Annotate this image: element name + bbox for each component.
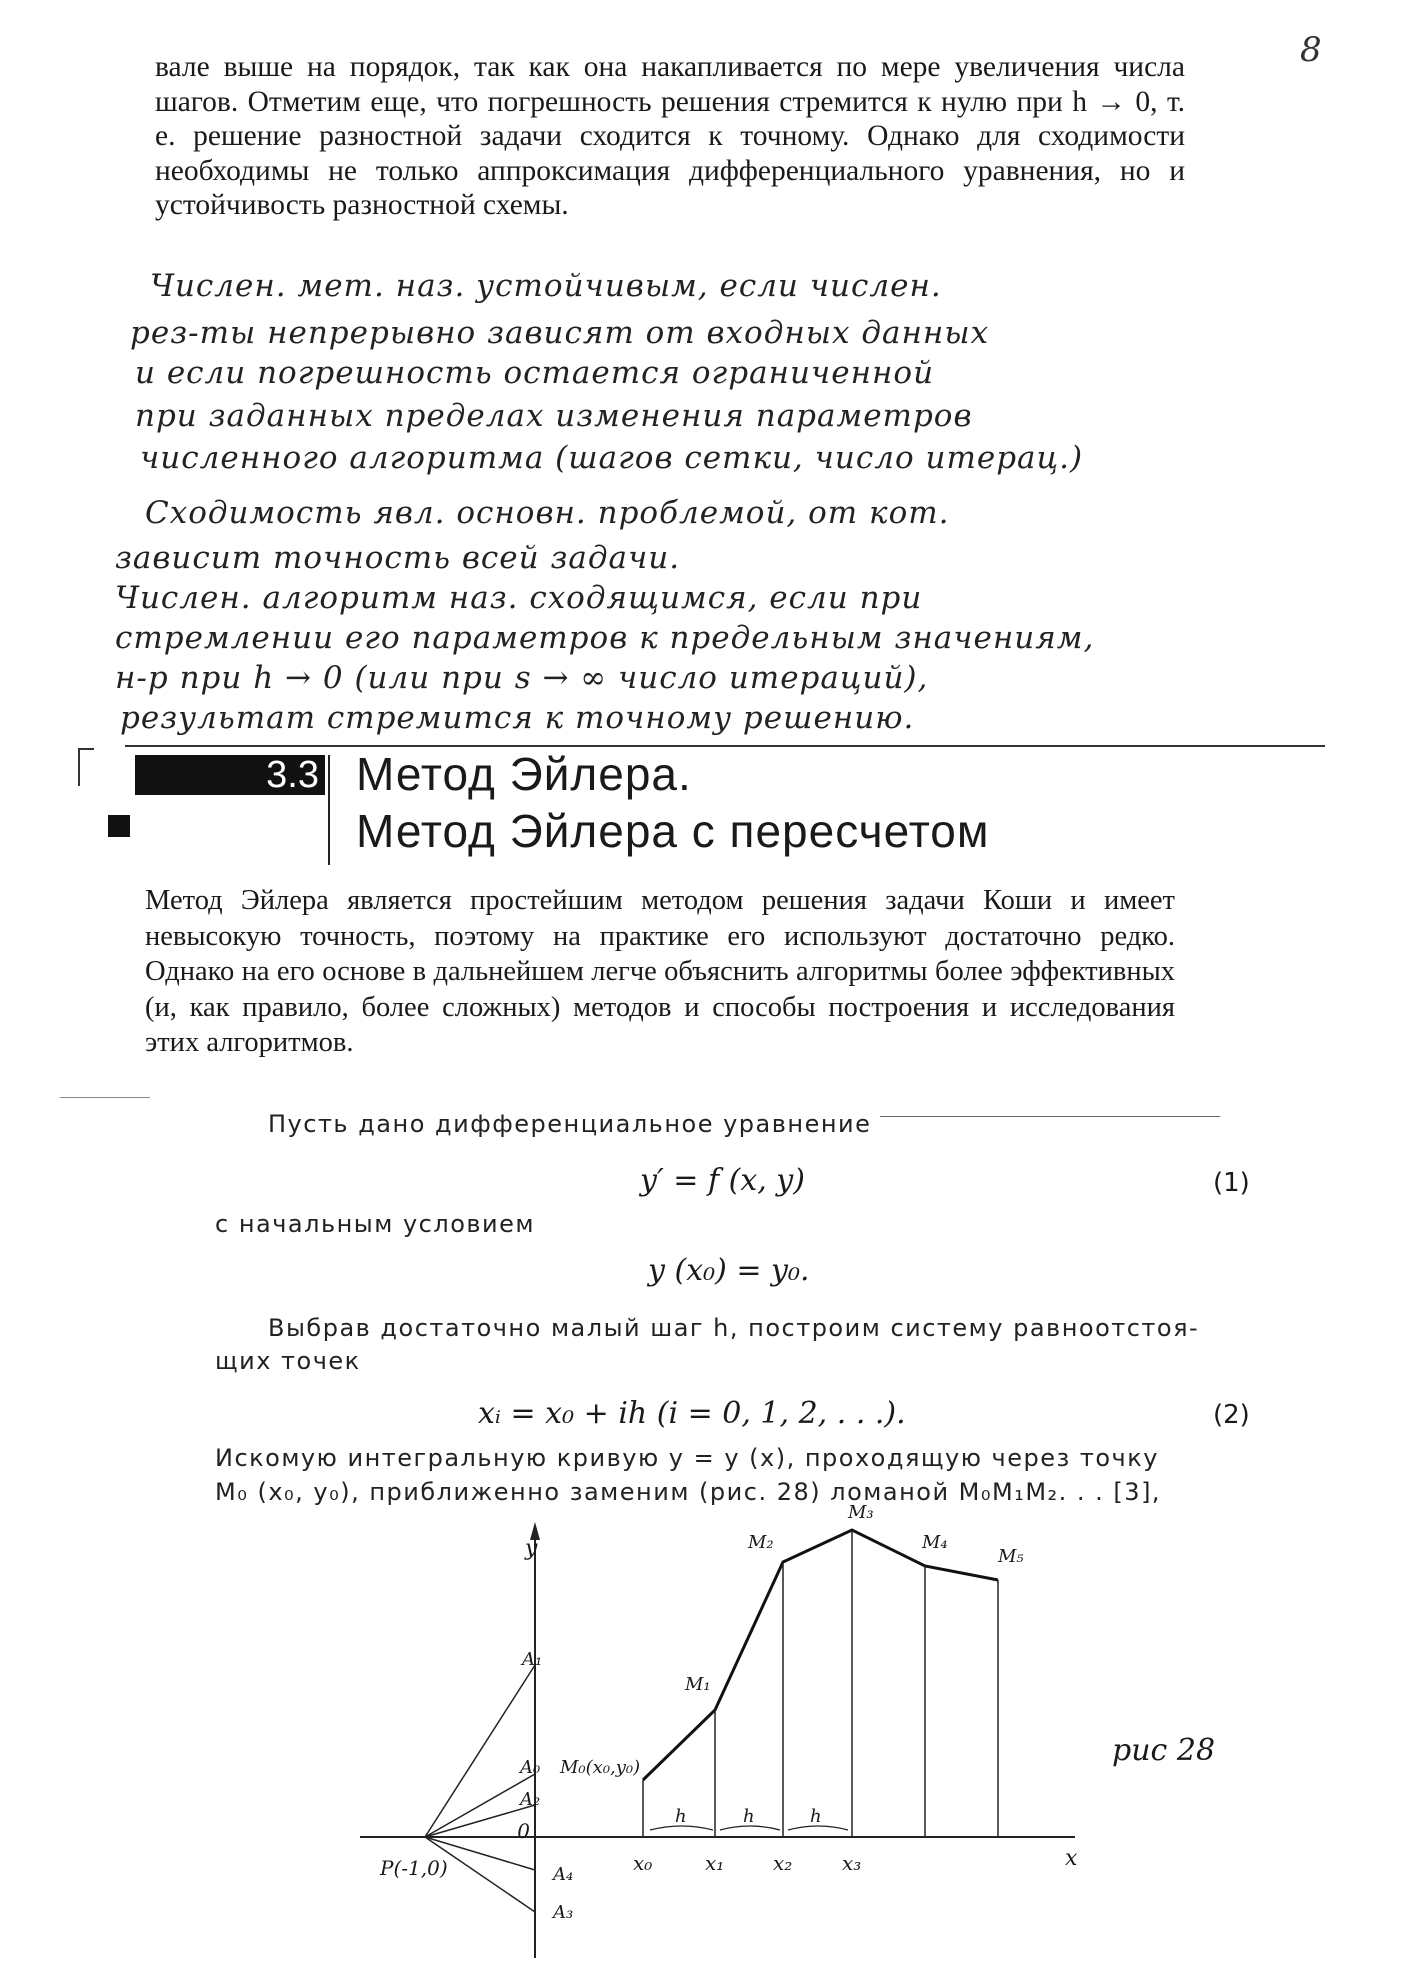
figure-caption: рис 28 (1112, 1733, 1216, 1768)
curve-text-line1: Искомую интегральную кривую y = y (x), проходящую через точку (215, 1444, 1159, 1472)
step-text-line1: Выбрав достаточно малый шаг h, построим систему равноотстоя- (268, 1314, 1200, 1342)
handwritten-note-line: результат стремится к точному решению. (120, 700, 915, 736)
equation-1-number: (1) (1213, 1168, 1250, 1198)
intro-paragraph: Метод Эйлера является простейшим методом решения задачи Коши и имеет невысокую точность, поэтому на практике его используют достаточно редко. Однако на его основе в дальнейшем легче объяснить алгоритмы более эффективных (и, как правило, более сложных) методов и способы построения и исследования этих алгоритмов. (145, 885, 1175, 1058)
a-label-a4: A₄ (553, 1864, 574, 1885)
handwritten-note-line: Сходимость явл. основн. проблемой, от кот. (145, 495, 950, 531)
page-number: 8 (1300, 30, 1322, 70)
handwritten-note-line: н-р при h → 0 (или при s → ∞ число итераций), (115, 660, 929, 696)
handwritten-note-line: и если погрешность остается ограниченной (135, 355, 935, 391)
section-title-line2: Метод Эйлера с пересчетом (356, 805, 990, 857)
x-label-x0: x₀ (633, 1851, 653, 1875)
initial-text: с начальным условием (215, 1210, 536, 1238)
step-label: h (810, 1806, 822, 1827)
handwritten-note-line: при заданных пределах изменения параметров (135, 398, 973, 434)
origin-label: 0 (517, 1819, 530, 1843)
m-label-m1: M₁ (685, 1674, 711, 1695)
m-label-m3: M₃ (848, 1502, 874, 1523)
x-label-x1: x₁ (705, 1851, 725, 1875)
handwritten-note-line: рез-ты непрерывно зависят от входных данных (130, 315, 990, 351)
equation-2: xᵢ = x₀ + ih (i = 0, 1, 2, . . .). (478, 1396, 906, 1431)
handwritten-note-line: Числен. алгоритм наз. сходящимся, если при (115, 580, 923, 616)
x-label-x3: x₃ (842, 1851, 862, 1875)
handwritten-note-line: зависит точность всей задачи. (115, 540, 681, 576)
m-label-m0: M₀(x₀,y₀) (560, 1757, 641, 1778)
step-text-line2: щих точек (215, 1347, 361, 1375)
step-label: h (675, 1806, 687, 1827)
initial-condition: y (x₀) = y₀. (648, 1253, 810, 1288)
m-label-m5: M₅ (998, 1546, 1024, 1567)
m-label-m2: M₂ (748, 1532, 774, 1553)
y-axis-label: y (525, 1536, 538, 1561)
section-title-line1: Метод Эйлера. (356, 748, 692, 800)
handwritten-note-line: численного алгоритма (шагов сетки, число итерац.) (140, 440, 1084, 476)
a-label-a2: A₂ (520, 1789, 541, 1810)
equation-2-number: (2) (1213, 1400, 1250, 1430)
step-label: h (743, 1806, 755, 1827)
pole-label: P(-1,0) (380, 1856, 448, 1880)
section-number: 3.3 (135, 755, 325, 795)
m-label-m4: M₄ (922, 1532, 948, 1553)
ray-a1 (425, 1665, 535, 1837)
x-label-x2: x₂ (773, 1851, 793, 1875)
equation-1: y′ = f (x, y) (640, 1163, 805, 1198)
handwritten-note-line: Числен. мет. наз. устойчивым, если числен. (150, 268, 942, 304)
a-label-a0: A₀ (520, 1757, 541, 1778)
top-paragraph: вале выше на порядок, так как она накапливается по мере увеличения числа шагов. Отметим еще, что погрешность решения стремится к нулю при h → 0, т. е. решение разностной задачи сходится к точному. Однако для сходимости необходимы не только аппроксимация дифференциального уравнения, но и устойчивость разностной схемы. (155, 51, 1185, 221)
euler-polyline (643, 1530, 998, 1780)
a-label-a3: A₃ (553, 1902, 574, 1923)
curve-text-line2: M₀ (x₀, y₀), приближенно заменим (рис. 28) ломаной M₀M₁M₂. . . [3], (215, 1478, 1162, 1506)
x-axis-label: x (1065, 1846, 1078, 1871)
a-label-a1: A₁ (522, 1649, 543, 1670)
let-text: Пусть дано дифференциальное уравнение (268, 1110, 872, 1138)
handwritten-note-line: стремлении его параметров к предельным значениям, (115, 620, 1095, 656)
